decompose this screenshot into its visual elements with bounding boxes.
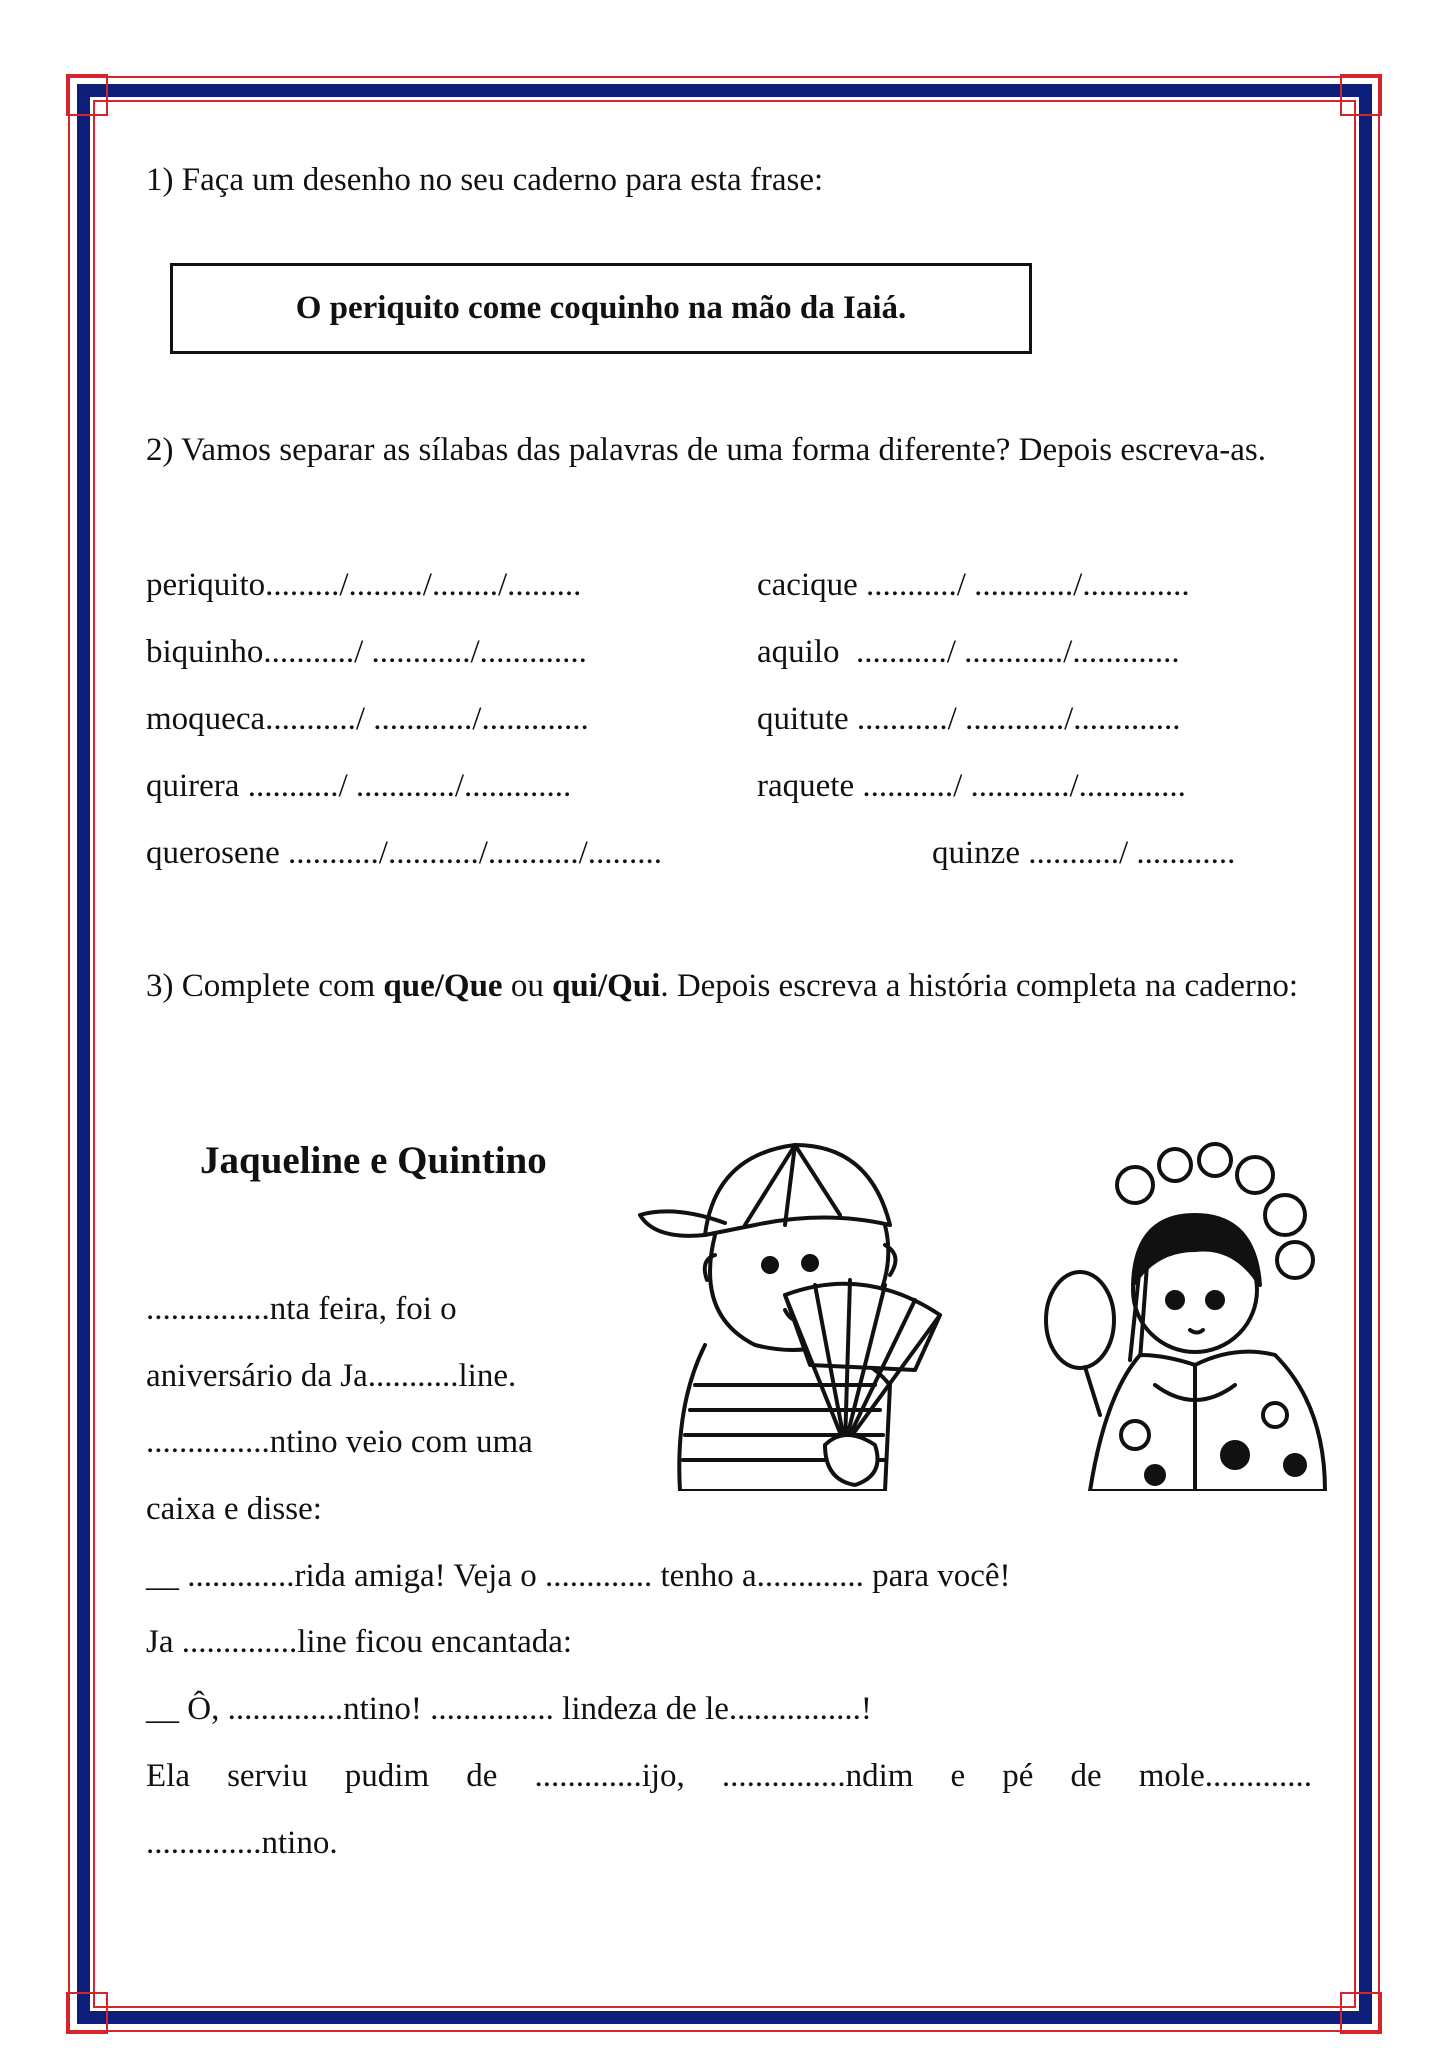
bold-qui: qui/Qui	[552, 968, 661, 1004]
story-line: __ .............rida amiga! Veja o ............. tenho a............. para você!	[146, 1558, 1011, 1594]
story-line: aniversário da Ja...........line.	[146, 1358, 517, 1394]
story-line: __ Ô, ..............ntino! ............... lindeza de le................!	[146, 1691, 872, 1727]
question-2-prompt: 2) Vamos separar as sílabas das palavras de uma forma diferente? Depois escreva-as.	[146, 432, 1267, 468]
syllable-line-quirera: quirera .........../ ............/.............	[146, 768, 572, 804]
syllable-line-moqueca: moqueca.........../ ............/.............	[146, 701, 589, 737]
story-line: ...............nta feira, foi o	[146, 1291, 457, 1327]
story-title: Jaqueline e Quintino	[200, 1139, 547, 1182]
story-line: caixa e disse:	[146, 1491, 322, 1527]
story-line-justified: Ela serviu pudim de .............ijo, ...............ndim e pé de mole.............	[146, 1758, 1312, 1794]
question-1-prompt: 1) Faça um desenho no seu caderno para esta frase:	[146, 162, 824, 198]
syllable-line-biquinho: biquinho.........../ ............/.............	[146, 634, 587, 670]
syllable-line-querosene: querosene .........../.........../.........../.........	[146, 835, 663, 871]
story-line: ..............ntino.	[146, 1825, 338, 1861]
question-3-prompt: 3) Complete com que/Que ou qui/Qui. Depois escreva a história completa na caderno:	[146, 968, 1299, 1004]
story-line: Ja ..............line ficou encantada:	[146, 1624, 573, 1660]
syllable-line-raquete: raquete .........../ ............/.............	[757, 768, 1186, 804]
syllable-line-aquilo: aquilo .........../ ............/.............	[757, 634, 1180, 670]
syllable-line-periquito: periquito........./........./......../.........	[146, 567, 582, 603]
border-corner-ornament	[66, 74, 108, 116]
border-corner-ornament	[1340, 1992, 1382, 2034]
border-corner-ornament	[1340, 74, 1382, 116]
syllable-line-cacique: cacique .........../ ............/.............	[757, 567, 1190, 603]
children-illustration	[635, 1115, 1335, 1491]
sentence-box	[170, 263, 1032, 354]
story-line: ...............ntino veio com uma	[146, 1424, 533, 1460]
border-corner-ornament	[66, 1992, 108, 2034]
syllable-line-quinze: quinze .........../ ............	[932, 835, 1236, 871]
sentence-text: O periquito come coquinho na mão da Iaiá.	[295, 290, 907, 326]
syllable-line-quitute: quitute .........../ ............/.............	[757, 701, 1181, 737]
bold-que: que/Que	[383, 968, 503, 1004]
